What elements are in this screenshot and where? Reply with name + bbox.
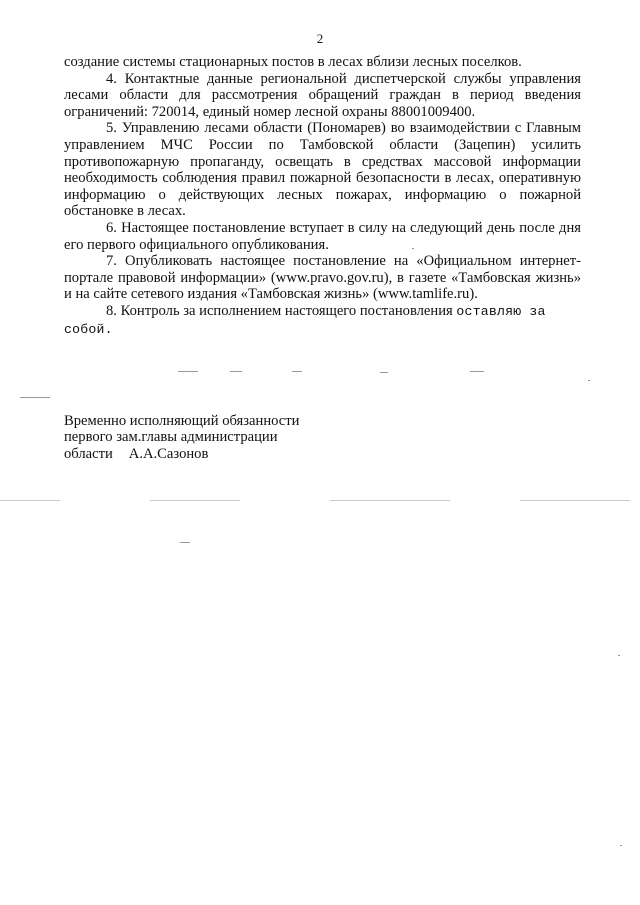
document-body bbox=[64, 54, 581, 338]
paragraph-continuation: создание системы стационарных постов в лесах вблизи лесных поселков. bbox=[64, 54, 522, 70]
signature-name: А.А.Сазонов bbox=[128, 445, 209, 462]
paragraph-5-forestry: 5. Управлению лесами области (Пономарев) во взаимодействии с Главным управлением МЧС России по Тамбовской области (Зацепин) усилить противопожарную пропаганду, освещать в средствах массовой информации необходимость соблюдения правил пожарной безопасности в лесах, оперативную информацию о действующих лесных пожарах, информацию о пожарной обстановке в лесах. bbox=[64, 120, 581, 220]
signature-line-title: первого зам.главы администрации bbox=[64, 429, 278, 446]
paragraph-7-publication: 7. Опубликовать настоящее постановление на «Официальном интернет-портале правовой информации» (www.pravo.gov.ru), в газете «Тамбовская жизнь» и на сайте сетевого издания «Тамбовская жизнь» (www.tamlife.ru). bbox=[64, 253, 581, 303]
signature-line-position: Временно исполняющий обязанности bbox=[64, 413, 300, 429]
paragraph-8-typed-text-1: оставляю за bbox=[456, 303, 546, 319]
paragraph-8-main-text: 8. Контроль за исполнением настоящего постановления bbox=[106, 302, 453, 319]
paragraph-6-effective-date: 6. Настоящее постановление вступает в силу на следующий день после дня его первого официального опубликования. bbox=[64, 219, 581, 253]
signature-block bbox=[64, 413, 299, 462]
signature-region: области bbox=[64, 445, 113, 462]
signature-line-region bbox=[64, 446, 299, 462]
paragraph-8-control bbox=[64, 303, 581, 338]
paragraph-8-typed-text-2: собой. bbox=[64, 321, 113, 337]
page-number: 2 bbox=[316, 31, 324, 46]
paragraph-4-contacts: 4. Контактные данные региональной диспетчерской службы управления лесами области для рассмотрения обращений граждан в период введения ограничений: 720014, единый номер лесной охраны 88001009400. bbox=[64, 70, 581, 120]
